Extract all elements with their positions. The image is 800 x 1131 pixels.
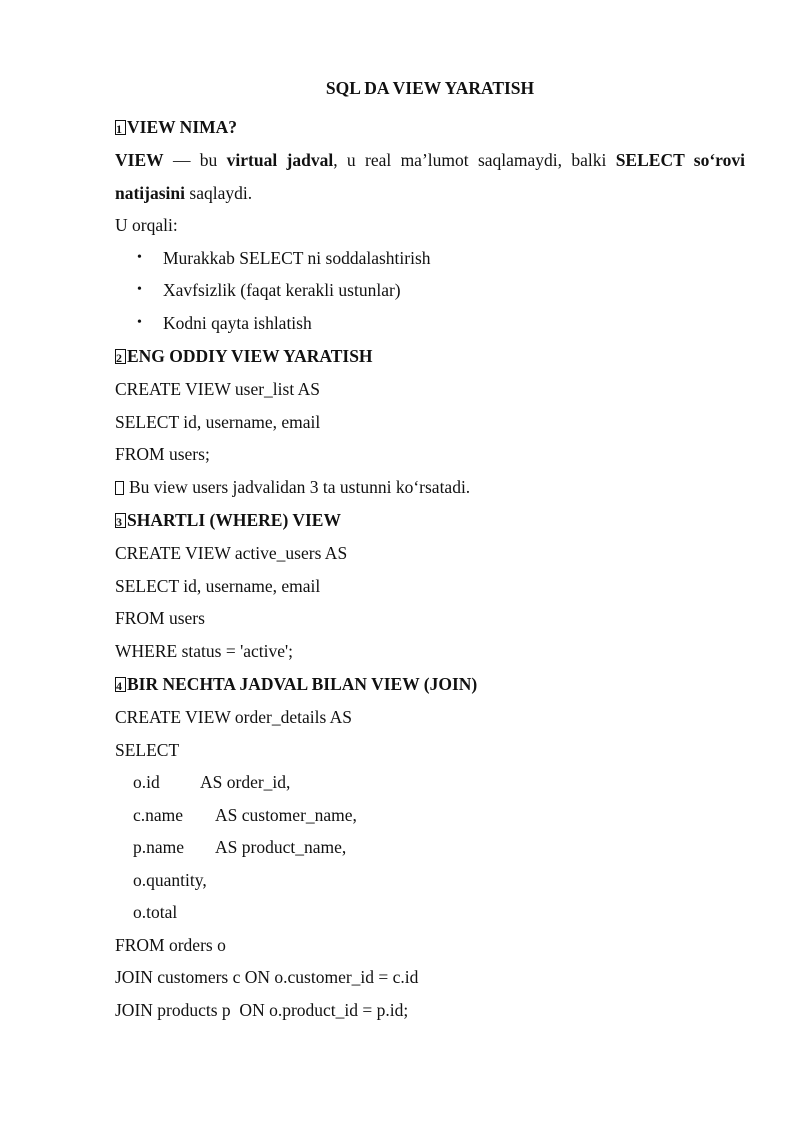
code-line: o.quantity, bbox=[133, 869, 207, 890]
bullet-icon: • bbox=[137, 314, 142, 330]
code-line: SELECT id, username, email bbox=[115, 411, 321, 432]
section-title-1: VIEW NIMA? bbox=[127, 117, 238, 137]
bullet-icon: • bbox=[137, 282, 142, 297]
code-line: SELECT id, username, email bbox=[115, 575, 321, 596]
intro-paragraph bbox=[115, 144, 745, 209]
usage-list bbox=[115, 242, 745, 340]
text-fragment: saqlaydi. bbox=[185, 182, 253, 203]
term-select-result: SELECT so‘rovi natijasini bbox=[115, 150, 745, 203]
code-line: WHERE status = 'active'; bbox=[115, 640, 294, 661]
section-title-2: ENG ODDIY VIEW YARATISH bbox=[127, 346, 373, 366]
section-title-4: BIR NECHTA JADVAL BILAN VIEW (JOIN) bbox=[127, 674, 478, 694]
section-heading-1 bbox=[115, 110, 745, 144]
code-line: c.name AS customer_name, bbox=[133, 804, 357, 825]
section-heading-2 bbox=[115, 339, 745, 373]
text-fragment: — bu bbox=[163, 150, 227, 170]
text-fragment: , u real ma’lumot saqlamaydi, balki bbox=[333, 150, 616, 170]
code-line: CREATE VIEW order_details AS bbox=[115, 707, 353, 727]
code-line: CREATE VIEW user_list AS bbox=[115, 379, 320, 399]
code-line: FROM users bbox=[115, 608, 205, 628]
code-line: FROM orders o bbox=[115, 934, 226, 955]
code-line: o.id AS order_id, bbox=[133, 772, 291, 792]
number-box-icon: 4 bbox=[115, 677, 126, 692]
number-box-icon: 3 bbox=[115, 513, 126, 528]
list-item: • Kodni qayta ishlatish bbox=[137, 307, 745, 340]
bullet-icon: • bbox=[137, 249, 142, 265]
number-box-icon: 1 bbox=[115, 120, 126, 135]
code-line: FROM users; bbox=[115, 444, 210, 464]
usage-intro: U orqali: bbox=[115, 215, 178, 235]
number-box-icon: 2 bbox=[115, 349, 126, 364]
term-view: VIEW bbox=[115, 150, 164, 170]
section-heading-3 bbox=[115, 503, 745, 537]
code-line: o.total bbox=[133, 902, 178, 922]
code-line: JOIN customers c ON o.customer_id = c.id bbox=[115, 967, 419, 987]
term-virtual-table: virtual jadval bbox=[226, 150, 334, 170]
list-item: • Xavfsizlik (faqat kerakli ustunlar) bbox=[137, 274, 745, 307]
note-line: Bu view users jadvalidan 3 ta ustunni ko‘rsatadi. bbox=[115, 471, 745, 504]
document-title: SQL DA VIEW YARATISH bbox=[325, 78, 535, 98]
section-heading-4 bbox=[115, 667, 745, 701]
code-line: CREATE VIEW active_users AS bbox=[115, 543, 348, 563]
code-line: p.name AS product_name, bbox=[133, 837, 347, 857]
list-item: • Murakkab SELECT ni soddalashtirish bbox=[137, 242, 745, 275]
missing-glyph-icon bbox=[115, 481, 124, 495]
code-line: JOIN products p ON o.product_id = p.id; bbox=[115, 999, 409, 1020]
code-line: SELECT bbox=[115, 739, 180, 760]
document-page bbox=[115, 74, 745, 1026]
section-title-3: SHARTLI (WHERE) VIEW bbox=[127, 510, 341, 530]
